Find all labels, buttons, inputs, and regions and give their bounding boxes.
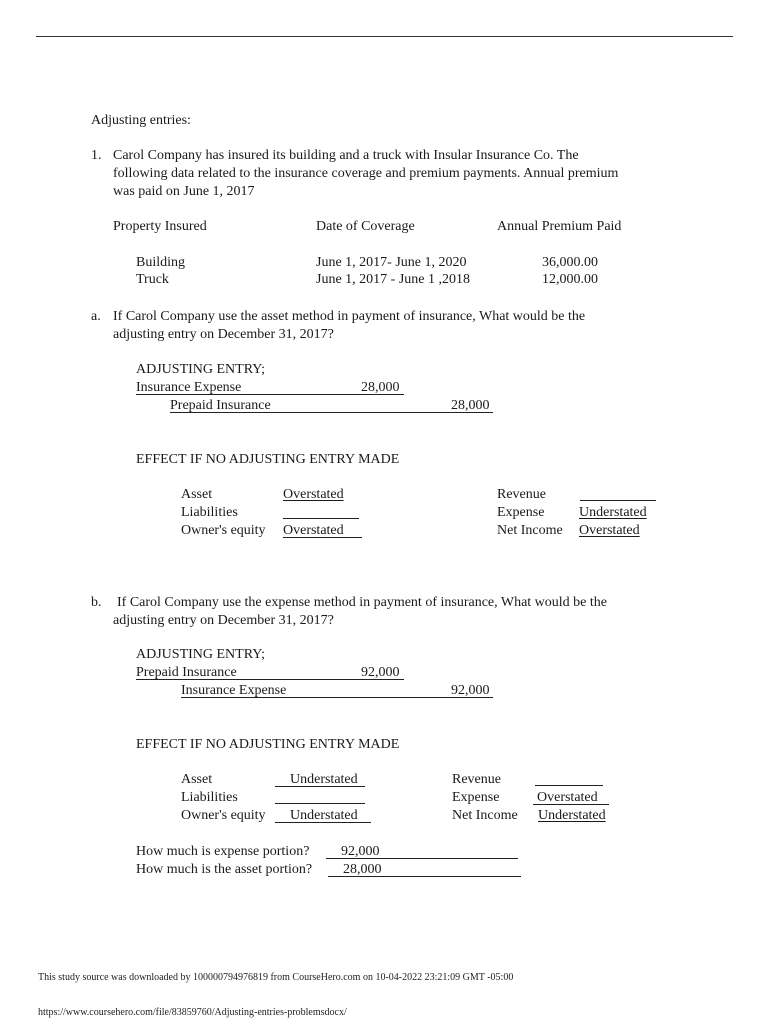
part-b-entry-title: ADJUSTING ENTRY; [136,647,265,662]
part-a-liabilities-label: Liabilities [181,505,238,520]
part-b-asset-value-line [275,771,365,787]
part-a-asset-label: Asset [181,487,213,502]
part-b-credit-amount: 92,000 [451,683,490,698]
table-row-property: Building [136,255,186,270]
part-a-debit-line [136,379,404,395]
table-header-premium: Annual Premium Paid [497,219,622,234]
asset-portion-question: How much is the asset portion? [136,862,313,877]
item-number: 1. [91,148,102,163]
part-b-expense-value-line [533,789,609,805]
table-row-coverage: June 1, 2017- June 1, 2020 [316,255,467,270]
part-a-question-line1: If Carol Company use the asset method in payment of insurance, What would be the [113,309,586,324]
table-header-coverage: Date of Coverage [316,219,415,234]
table-header-property: Property Insured [113,219,207,234]
part-b-effect-title: EFFECT IF NO ADJUSTING ENTRY MADE [136,737,400,752]
part-b-expense-label: Expense [452,790,500,805]
part-a-debit-account: Insurance Expense [136,380,242,395]
part-a-debit-amount: 28,000 [361,380,400,395]
part-a-revenue-label: Revenue [497,487,546,502]
part-b-question-line2: adjusting entry on December 31, 2017? [113,613,334,628]
part-b-credit-account: Insurance Expense [181,683,287,698]
asset-portion-answer-line [328,861,521,877]
item1-line3: was paid on June 1, 2017 [113,184,255,199]
item1-line2: following data related to the insurance coverage and premium payments. Annual premium [113,166,619,181]
page-title: Adjusting entries: [91,113,191,128]
table-row-property: Truck [136,272,169,287]
table-row-premium: 36,000.00 [542,255,598,270]
expense-portion-question: How much is expense portion? [136,844,310,859]
asset-portion-answer: 28,000 [343,862,382,877]
part-a-credit-account: Prepaid Insurance [170,398,271,413]
part-b-expense-value: Overstated [537,790,598,805]
part-b-asset-value: Understated [290,772,358,787]
expense-portion-answer-line [326,843,518,859]
part-a-equity-label: Owner's equity [181,523,266,538]
part-b-equity-value: Understated [290,808,358,823]
table-row-coverage: June 1, 2017 - June 1 ,2018 [316,272,470,287]
part-b-question-line1: If Carol Company use the expense method in payment of insurance, What would be the [117,595,607,610]
part-b-equity-value-line [275,807,371,823]
part-b-net-income-value: Understated [538,808,606,823]
part-b-liabilities-label: Liabilities [181,790,238,805]
expense-portion-answer: 92,000 [341,844,380,859]
part-a-expense-value: Understated [579,505,647,520]
part-a-net-income-label: Net Income [497,523,563,538]
part-a-equity-value: Overstated [283,523,344,538]
part-b-debit-account: Prepaid Insurance [136,665,237,680]
part-b-asset-label: Asset [181,772,213,787]
part-a-net-income-value: Overstated [579,523,640,538]
part-a-expense-label: Expense [497,505,545,520]
part-a-asset-value: Overstated [283,487,344,502]
part-b-debit-amount: 92,000 [361,665,400,680]
table-row-premium: 12,000.00 [542,272,598,287]
part-b-credit-line [181,682,493,698]
part-a-credit-line [170,397,493,413]
part-a-effect-title: EFFECT IF NO ADJUSTING ENTRY MADE [136,452,400,467]
part-b-net-income-label: Net Income [452,808,518,823]
item1-line1: Carol Company has insured its building and a truck with Insular Insurance Co. The [113,148,579,163]
top-rule [36,36,733,37]
part-a-equity-value-line [283,522,362,538]
footer-download-note: This study source was downloaded by 100000794976819 from CourseHero.com on 10-04-2022 23:21:09 GMT -05:00 [38,972,514,983]
part-a-credit-amount: 28,000 [451,398,490,413]
footer-source-url[interactable]: https://www.coursehero.com/file/83859760/Adjusting-entries-problemsdocx/ [38,1007,347,1018]
part-b-debit-line [136,664,404,680]
part-b-revenue-label: Revenue [452,772,501,787]
part-b-label: b. [91,595,102,610]
part-a-label: a. [91,309,101,324]
part-a-question-line2: adjusting entry on December 31, 2017? [113,327,334,342]
part-b-equity-label: Owner's equity [181,808,266,823]
part-a-entry-title: ADJUSTING ENTRY; [136,362,265,377]
